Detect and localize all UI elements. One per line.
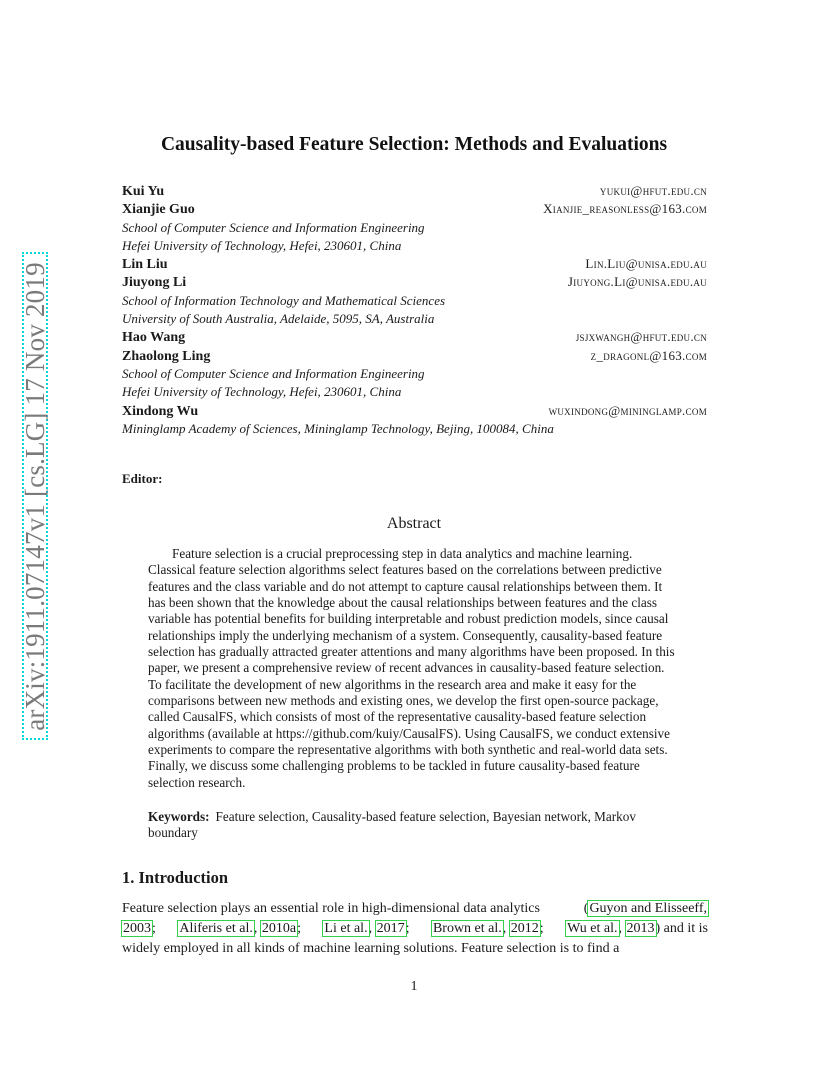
section-heading-introduction: 1. Introduction <box>122 868 229 887</box>
citation-link[interactable]: Aliferis et al. <box>179 921 253 936</box>
citation-link[interactable]: 2012 <box>510 921 539 936</box>
keywords-label: Keywords: <box>148 809 210 824</box>
keywords-text: Feature selection, Causality-based feature selection, Bayesian network, Markov boundary <box>148 809 636 841</box>
author-email[interactable]: yukui@hfut.edu.cn <box>599 183 707 198</box>
intro-line-3-text: widely employed in all kinds of machine learning solutions. Feature selection is to find a <box>122 941 620 956</box>
citation-link[interactable]: Li et al. <box>324 921 368 936</box>
affiliation-line: Hefei University of Technology, Hefei, 230601, China <box>122 384 402 400</box>
affiliation-line: School of Information Technology and Mathematical Sciences <box>122 292 446 308</box>
author-name: Xianjie Guo <box>122 202 195 218</box>
paper-title: Causality-based Feature Selection: Methods and Evaluations <box>160 134 668 155</box>
author-row <box>122 201 707 219</box>
intro-line-2: 2003; Aliferis et al., 2010a; Li et al., 2017; Brown et al., 2012; Wu et al., 2013) and it is <box>123 921 708 936</box>
abstract-heading: Abstract <box>386 515 442 532</box>
editor-label: Editor: <box>122 471 163 486</box>
abstract-text: Feature selection is a crucial preprocessing step in data analytics and machine learning. Classical feature selection algorithms select features based on the correlations between predictive features and the class variable and do not attempt to capture causal relationships between them. It has been shown that the knowledge about the causal relationships between features and the class variable has potential benefits for building interpretable and robust prediction models, since causal relationships imply the underlying mechanism of a system. Consequently, causality-based feature selection has gradually attracted greater attentions and many algorithms have been proposed. In this paper, we present a comprehensive review of recent advances in causality-based feature selection. To facilitate the development of new algorithms in the research area and make it easy for the comparisons between new methods and existing ones, we develop the first open-source package, called CausalFS, which consists of most of the representative causality-based feature selection algorithms (available at https://github.com/kuiy/CausalFS). Using CausalFS, we conduct extensive experiments to compare the representative algorithms with both synthetic and real-world data sets. Finally, we discuss some challenging problems to be tackled in future causality-based feature selection research. <box>148 546 675 790</box>
citation-link[interactable]: 2003 <box>123 921 151 936</box>
author-email[interactable]: jsjxwangh@hfut.edu.cn <box>575 329 707 345</box>
affiliation-line: University of South Australia, Adelaide, 5095, SA, Australia <box>122 311 435 327</box>
intro-line-1: Feature selection plays an essential role in high-dimensional data analytics (Guyon and Elisseeff, <box>122 899 708 919</box>
author-name: Kui Yu <box>122 184 165 199</box>
author-row <box>122 348 707 366</box>
author-email[interactable]: wuxindong@mininglamp.com <box>548 402 707 418</box>
author-row <box>122 329 707 347</box>
author-email[interactable]: Lin.Liu@unisa.edu.au <box>585 256 707 272</box>
arxiv-identifier-text: arXiv:1911.07147v1 [cs.LG] 17 Nov 2019 <box>19 261 50 731</box>
affiliation-line: School of Computer Science and Information Engineering <box>122 219 425 235</box>
citation-link[interactable]: Brown et al. <box>432 921 502 936</box>
author-name: Hao Wang <box>122 330 186 346</box>
author-email[interactable]: Jiuyong.Li@unisa.edu.au <box>567 274 707 290</box>
affiliation-line: School of Computer Science and Information Engineering <box>122 365 425 381</box>
introduction-body <box>122 899 708 959</box>
intro-line-1-text: Feature selection plays an essential role in high-dimensional data analytics <box>122 901 540 916</box>
author-email[interactable]: z_dragonl@163.com <box>590 347 707 363</box>
affiliation-line: Hefei University of Technology, Hefei, 230601, China <box>122 237 402 253</box>
page-number: 1 <box>410 979 418 994</box>
keywords <box>148 809 681 842</box>
citation-link[interactable]: 2017 <box>376 921 405 936</box>
author-name: Xindong Wu <box>122 403 199 419</box>
citation-link[interactable]: Guyon and Elisseeff, <box>589 901 707 916</box>
author-name: Jiuyong Li <box>122 275 187 291</box>
author-row <box>122 256 707 274</box>
arxiv-identifier[interactable] <box>19 252 50 740</box>
citation-link[interactable]: Wu et al. <box>567 921 618 936</box>
intro-line-3 <box>122 939 708 959</box>
author-row <box>122 183 707 201</box>
author-email[interactable]: Xianjie_reasonless@163.com <box>543 201 707 217</box>
intro-line-2-tail: ) and it is <box>655 921 708 936</box>
author-name: Zhaolong Ling <box>122 348 211 364</box>
citation-link[interactable]: 2010a <box>261 921 297 936</box>
abstract-body <box>148 546 681 791</box>
citation-link[interactable]: 2013 <box>626 921 655 936</box>
author-name: Lin Liu <box>122 257 168 273</box>
author-block <box>122 183 707 439</box>
author-row <box>122 403 707 421</box>
affiliation-line: Mininglamp Academy of Sciences, Mininglamp Technology, Bejing, 100084, China <box>122 420 554 436</box>
author-row <box>122 274 707 292</box>
